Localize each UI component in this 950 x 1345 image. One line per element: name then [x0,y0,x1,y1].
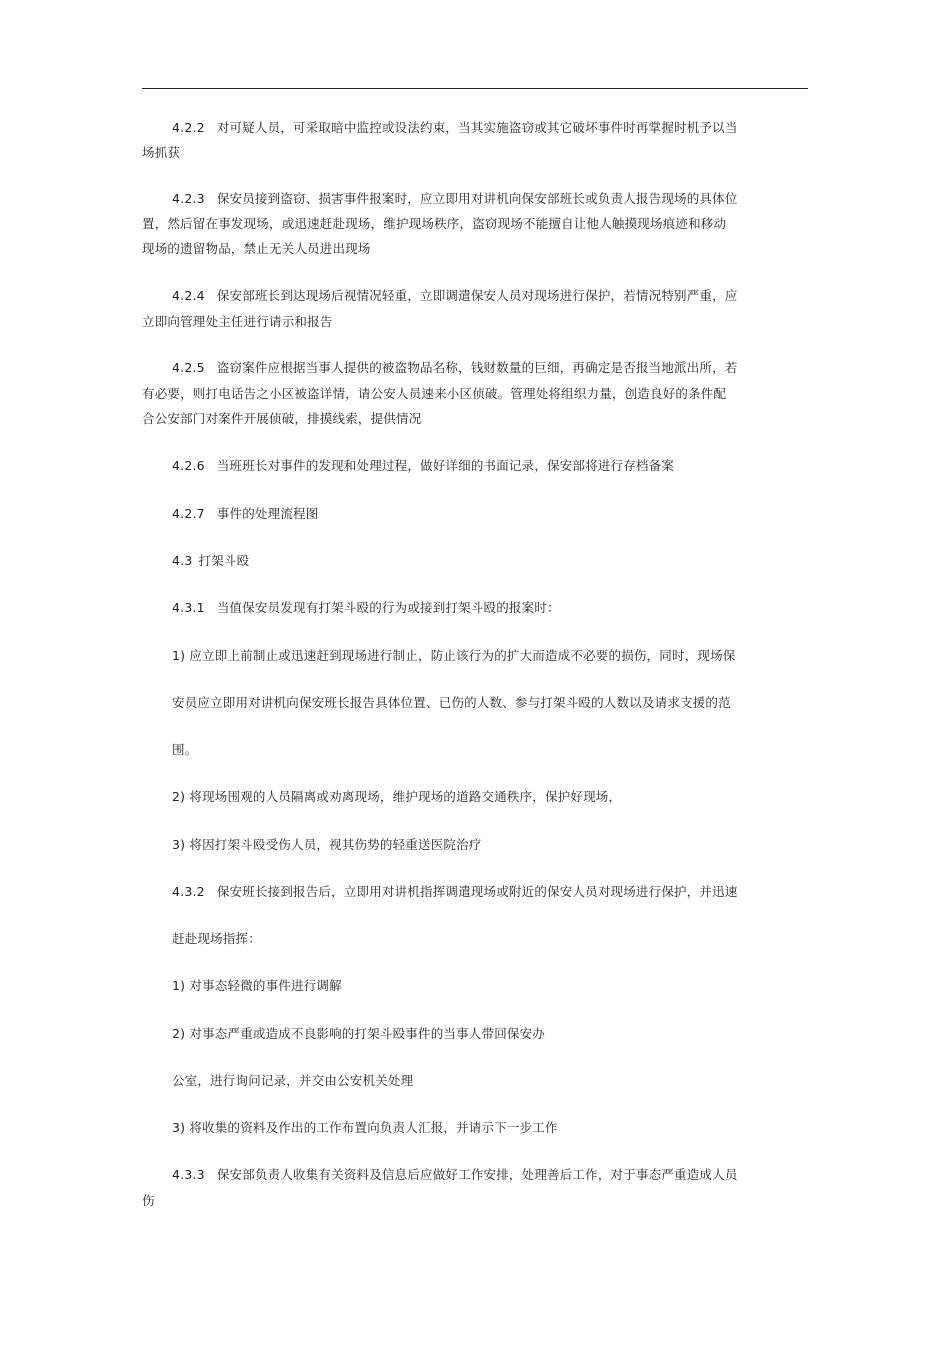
section-number: 4.2.3 [172,191,205,206]
paragraph-text: 保安员接到盗窃、损害事件报案时，应立即用对讲机向保安部班长或负责人报告现场的具体位 [216,191,738,206]
section-4-2-2-line-2: 场抓获 [142,145,181,160]
sub-list-item-2-line-1: 2) 对事态严重或造成不良影响的打架斗殴事件的当事人带回保安办 [172,1026,546,1041]
section-4-3-3-line-2: 伤 [142,1193,155,1208]
section-4-2-4-line-1 [172,288,738,304]
section-4-2-7 [172,506,318,522]
section-4-2-3-line-1 [172,191,738,207]
section-number: 4.3.2 [172,884,205,899]
paragraph-text: 盗窃案件应根据当事人提供的被盗物品名称，钱财数量的巨细，再确定是否报当地派出所，若 [216,360,738,375]
sub-list-item-1: 1) 对事态轻微的事件进行调解 [172,978,342,993]
list-item-1-line-3: 围。 [172,742,198,757]
section-number: 4.2.4 [172,288,205,303]
paragraph-text: 保安部班长到达现场后视情况轻重，立即调遣保安人员对现场进行保护，若情况特别严重，应 [216,288,738,303]
list-item-3: 3) 将因打架斗殴受伤人员，视其伤势的轻重送医院治疗 [172,837,482,852]
section-4-2-3-line-3: 现场的遗留物品，禁止无关人员进出现场 [142,241,371,256]
section-4-2-3-line-2: 置，然后留在事发现场，或迅速赶赴现场，维护现场秩序，盗窃现场不能擅自让他人触摸现场痕迹和移动 [142,216,727,231]
section-number: 4.3 [172,553,193,568]
paragraph-text: 事件的处理流程图 [216,506,319,521]
section-4-3-heading [172,553,249,569]
section-number: 4.3.1 [172,600,205,615]
section-4-3-1 [172,600,560,616]
section-4-2-4-line-2: 立即向管理处主任进行请示和报告 [142,314,333,329]
section-number: 4.2.7 [172,506,205,521]
section-4-3-2-line-1 [172,884,738,900]
section-4-2-5-line-2: 有必要，则打电话告之小区被盗详情，请公安人员速来小区侦破。管理处将组织力量，创造良好的条件配 [142,386,727,401]
section-number: 4.3.3 [172,1167,205,1182]
section-4-2-5-line-3: 合公安部门对案件开展侦破，排摸线索，提供情况 [142,411,422,426]
sub-list-item-2-line-2: 公室，进行询问记录，并交由公安机关处理 [172,1073,414,1088]
paragraph-text: 当班班长对事件的发现和处理过程，做好详细的书面记录，保安部将进行存档备案 [216,458,675,473]
paragraph-text: 当值保安员发现有打架斗殴的行为或接到打架斗殴的报案时： [216,600,560,615]
header-rule [142,88,808,89]
section-4-2-2-line-1 [172,120,738,136]
list-item-2: 2) 将现场围观的人员隔离或劝离现场，维护现场的道路交通秩序，保护好现场， [172,789,622,804]
section-title: 打架斗殴 [198,553,250,568]
section-4-3-2-line-2: 赶赴现场指挥： [172,931,261,946]
section-number: 4.2.2 [172,120,205,135]
section-4-2-5-line-1 [172,360,738,376]
sub-list-item-3: 3) 将收集的资料及作出的工作布置向负责人汇报，并请示下一步工作 [172,1120,558,1135]
paragraph-text: 对可疑人员，可采取暗中监控或设法约束，当其实施盗窃或其它破坏事件时再掌握时机予以当 [216,120,738,135]
section-4-2-6 [172,458,674,474]
section-number: 4.2.5 [172,360,205,375]
section-number: 4.2.6 [172,458,205,473]
list-item-1-line-1: 1) 应立即上前制止或迅速赶到现场进行制止，防止该行为的扩大而造成不必要的损伤，同时，现场保 [172,648,736,663]
section-4-3-3-line-1 [172,1167,738,1183]
paragraph-text: 保安部负责人收集有关资料及信息后应做好工作安排，处理善后工作，对于事态严重造成人员 [216,1167,738,1182]
paragraph-text: 保安班长接到报告后，立即用对讲机指挥调遣现场或附近的保安人员对现场进行保护，并迅速 [216,884,738,899]
list-item-1-line-2: 安员应立即用对讲机向保安班长报告具体位置、已伤的人数、参与打架斗殴的人数以及请求支援的范 [172,695,731,710]
